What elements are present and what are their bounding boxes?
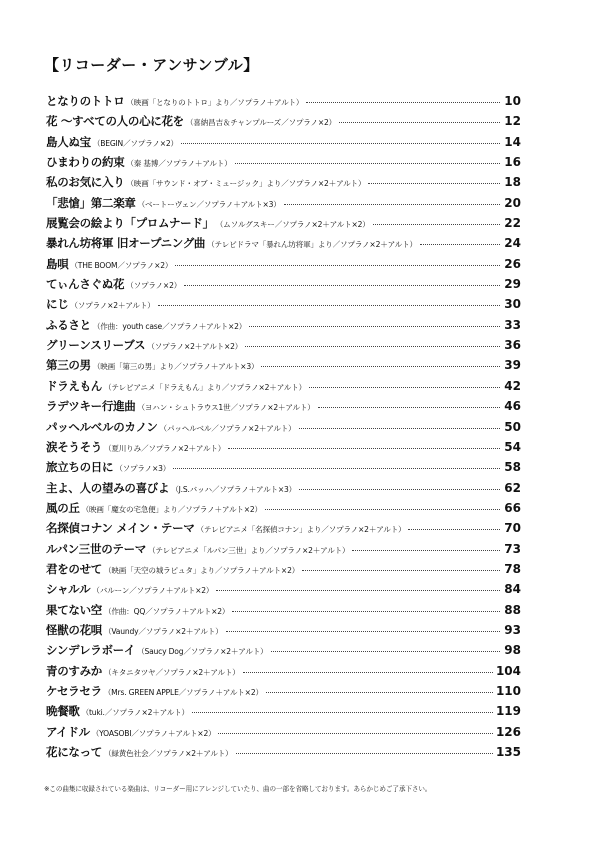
page-number: 12 (504, 114, 521, 129)
dot-leader (352, 550, 500, 551)
toc-entry (46, 724, 521, 744)
song-title: 展覧会の絵より「プロムナード」 (46, 216, 214, 231)
song-details: （パッヘルベル／ソプラノ×2＋アルト） (159, 423, 296, 433)
song-title: シンデレラボーイ (46, 643, 136, 658)
song-details: （THE BOOM／ソプラノ×2） (70, 260, 173, 270)
song-title: シャルル (46, 582, 91, 597)
toc-entry (46, 174, 521, 194)
song-title: 第三の男 (46, 358, 91, 373)
toc-entry (46, 703, 521, 723)
song-details: （ソプラノ×2＋アルト×2） (147, 342, 243, 352)
dot-leader (232, 611, 500, 612)
dot-leader (408, 529, 500, 530)
song-details: （BEGIN／ソプラノ×2） (92, 138, 178, 148)
page-number: 66 (504, 500, 521, 515)
song-title: 旅立ちの日に (46, 460, 114, 475)
song-title: パッヘルベルのカノン (46, 419, 158, 434)
dot-leader (249, 326, 500, 327)
toc-entry (46, 113, 521, 133)
dot-leader (271, 651, 500, 652)
song-details: （バルーン／ソプラノ＋アルト×2） (92, 586, 214, 596)
song-details: （テレビアニメ「ドラえもん」より／ソプラノ×2＋アルト） (104, 382, 306, 392)
toc-entry (46, 439, 521, 459)
page-number: 36 (504, 338, 521, 353)
song-title: 「悲愴」第二楽章 (46, 195, 136, 210)
page-number: 33 (504, 317, 521, 332)
song-details: （映画「サウンド・オブ・ミュージック」より／ソプラノ×2＋アルト） (126, 179, 366, 189)
song-details: （tuki.／ソプラノ×2＋アルト） (81, 708, 189, 718)
page-number: 29 (504, 277, 521, 292)
toc-entry (46, 296, 521, 316)
page-number: 78 (504, 561, 521, 576)
dot-leader (243, 672, 493, 673)
toc-entry (46, 683, 521, 703)
toc-entry (46, 337, 521, 357)
song-details: （秦 基博／ソプラノ＋アルト） (126, 159, 232, 169)
song-details: （Vaundy／ソプラノ×2＋アルト） (104, 626, 223, 636)
section-heading: 【リコーダー・アンサンブル】 (44, 56, 259, 74)
dot-leader (373, 224, 500, 225)
song-details: （喜納昌吉＆チャンプルーズ／ソプラノ×2） (185, 118, 337, 128)
dot-leader (175, 265, 500, 266)
toc-entry (46, 663, 521, 683)
song-title: 島人ぬ宝 (46, 134, 91, 149)
toc-entry (46, 561, 521, 581)
song-details: （映画「魔女の宅急便」より／ソプラノ＋アルト×2） (81, 504, 262, 514)
song-details: （テレビアニメ「ルパン三世」より／ソプラノ×2＋アルト） (148, 545, 350, 555)
page-number: 10 (504, 94, 521, 108)
song-details: （Saucy Dog／ソプラノ×2＋アルト） (137, 647, 268, 657)
dot-leader (368, 183, 500, 184)
song-title: ひまわりの約束 (46, 155, 125, 170)
song-details: （テレビアニメ「名探偵コナン」より／ソプラノ×2＋アルト） (196, 525, 406, 535)
song-details: （映画「第三の男」より／ソプラノ＋アルト×3） (92, 362, 259, 372)
page-number: 14 (504, 134, 521, 149)
page-number: 39 (504, 358, 521, 373)
song-details: （ムソルグスキー／ソプラノ×2＋アルト×2） (215, 220, 370, 230)
toc-entry (46, 256, 521, 276)
song-details: （ソプラノ×2＋アルト） (70, 301, 155, 311)
dot-leader (173, 468, 500, 469)
page-number: 119 (495, 704, 521, 719)
page-number: 126 (495, 724, 521, 739)
song-title: 怪獣の花唄 (46, 622, 102, 637)
toc-entry (46, 744, 521, 764)
page-number: 88 (504, 602, 521, 617)
toc-entry (46, 622, 521, 642)
toc-entry (46, 480, 521, 500)
song-title: 主よ、人の望みの喜びよ (46, 480, 170, 495)
page-number: 20 (504, 195, 521, 210)
footnote: ※この曲集に収録されている楽曲は、リコーダー用にアレンジしていたり、曲の一部を省略しております。あらかじめご了承下さい。 (44, 785, 432, 793)
song-title: 君をのせて (46, 561, 102, 576)
dot-leader (306, 102, 500, 103)
song-details: （ベートーヴェン／ソプラノ＋アルト×3） (137, 199, 281, 209)
song-title: 花になって (46, 745, 102, 759)
page-number: 18 (504, 175, 521, 190)
page-number: 50 (504, 419, 521, 434)
toc-entry (46, 520, 521, 540)
toc-entry (46, 195, 521, 215)
page-number: 24 (504, 236, 521, 251)
song-title: てぃんさぐぬ花 (46, 277, 125, 292)
song-title: ラデツキー行進曲 (46, 399, 136, 414)
song-title: にじ (46, 297, 69, 312)
dot-leader (192, 712, 493, 713)
page-number: 84 (504, 582, 521, 597)
page-number: 73 (504, 541, 521, 556)
dot-leader (216, 590, 500, 591)
song-title: 暴れん坊将軍 旧オープニング曲 (46, 236, 206, 251)
song-details: （キタニタツヤ／ソプラノ×2＋アルト） (104, 667, 240, 677)
page-number: 22 (504, 216, 521, 231)
dot-leader (284, 204, 500, 205)
song-details: （ソプラノ×3） (115, 464, 171, 474)
song-details: （緑黄色社会／ソプラノ×2＋アルト） (104, 749, 233, 758)
song-title: ルパン三世のテーマ (46, 541, 146, 556)
page-number: 46 (504, 399, 521, 414)
page-number: 58 (504, 460, 521, 475)
toc-entry (46, 500, 521, 520)
song-details: （Mrs. GREEN APPLE／ソプラノ＋アルト×2） (103, 687, 263, 697)
toc-entry (46, 398, 521, 418)
song-title: 風の丘 (46, 500, 80, 515)
dot-leader (299, 489, 500, 490)
song-title: ふるさと (46, 317, 91, 332)
song-title: 涙そうそう (46, 439, 102, 454)
song-title: ケセラセラ (46, 683, 102, 698)
page-number: 42 (504, 378, 521, 393)
dot-leader (181, 143, 500, 144)
dot-leader (226, 631, 500, 632)
toc-entry (46, 378, 521, 398)
song-title: 名探偵コナン メイン・テーマ (46, 521, 195, 536)
song-details: （テレビドラマ「暴れん坊将軍」より／ソプラノ×2＋アルト） (207, 240, 417, 250)
song-title: 果てない空 (46, 602, 102, 617)
dot-leader (228, 448, 500, 449)
song-title: ドラえもん (46, 378, 102, 393)
dot-leader (245, 346, 500, 347)
dot-leader (309, 387, 500, 388)
page-number: 70 (504, 521, 521, 536)
dot-leader (299, 428, 500, 429)
toc-entry (46, 642, 521, 662)
dot-leader (266, 692, 493, 693)
song-details: （YOASOBI／ソプラノ＋アルト×2） (91, 728, 216, 738)
page-number: 54 (504, 439, 521, 454)
song-details: （映画「となりのトトロ」より／ソプラノ＋アルト） (126, 98, 304, 107)
song-title: アイドル (46, 724, 90, 739)
dot-leader (339, 122, 500, 123)
dot-leader (158, 305, 500, 306)
page-number: 110 (495, 683, 521, 698)
dot-leader (218, 733, 492, 734)
song-details: （作曲：youth case／ソプラノ＋アルト×2） (92, 321, 247, 331)
page-number: 30 (504, 297, 521, 312)
page-number: 26 (504, 256, 521, 271)
song-title: 晩餐歌 (46, 704, 80, 719)
toc-entry (46, 419, 521, 439)
toc-entry (46, 93, 521, 113)
page-number: 104 (495, 663, 521, 678)
song-title: 青のすみか (46, 663, 102, 678)
toc-entry (46, 357, 521, 377)
dot-leader (236, 753, 493, 754)
dot-leader (261, 366, 500, 367)
toc-entry (46, 581, 521, 601)
toc-entry (46, 602, 521, 622)
toc-entry (46, 154, 521, 174)
dot-leader (235, 163, 500, 164)
dot-leader (265, 509, 500, 510)
toc-entry (46, 541, 521, 561)
dot-leader (302, 570, 500, 571)
song-details: （ソプラノ×2） (126, 281, 182, 291)
song-title: 島唄 (46, 256, 69, 271)
song-details: （ヨハン・シュトラウス1世／ソプラノ×2＋アルト） (137, 403, 315, 413)
toc-entry (46, 235, 521, 255)
song-title: グリーンスリーブス (46, 338, 146, 353)
dot-leader (420, 244, 500, 245)
toc-entry (46, 459, 521, 479)
table-of-contents (46, 93, 521, 764)
song-title: 花 〜すべての人の心に花を (46, 114, 184, 129)
song-details: （作曲：QQ／ソプラノ＋アルト×2） (104, 606, 230, 616)
toc-entry (46, 215, 521, 235)
toc-entry (46, 276, 521, 296)
song-title: となりのトトロ (46, 94, 125, 108)
song-details: （映画「天空の城ラピュタ」より／ソプラノ＋アルト×2） (104, 565, 300, 575)
song-title: 私のお気に入り (46, 175, 125, 190)
page-number: 98 (504, 643, 521, 658)
song-details: （夏川りみ／ソプラノ×2＋アルト） (104, 443, 226, 453)
page-number: 135 (495, 745, 521, 759)
page-number: 93 (504, 622, 521, 637)
toc-entry (46, 317, 521, 337)
toc-entry (46, 134, 521, 154)
dot-leader (318, 407, 500, 408)
page-number: 16 (504, 155, 521, 170)
page-number: 62 (504, 480, 521, 495)
song-details: （J.S.バッハ／ソプラノ＋アルト×3） (171, 484, 297, 494)
dot-leader (184, 285, 500, 286)
